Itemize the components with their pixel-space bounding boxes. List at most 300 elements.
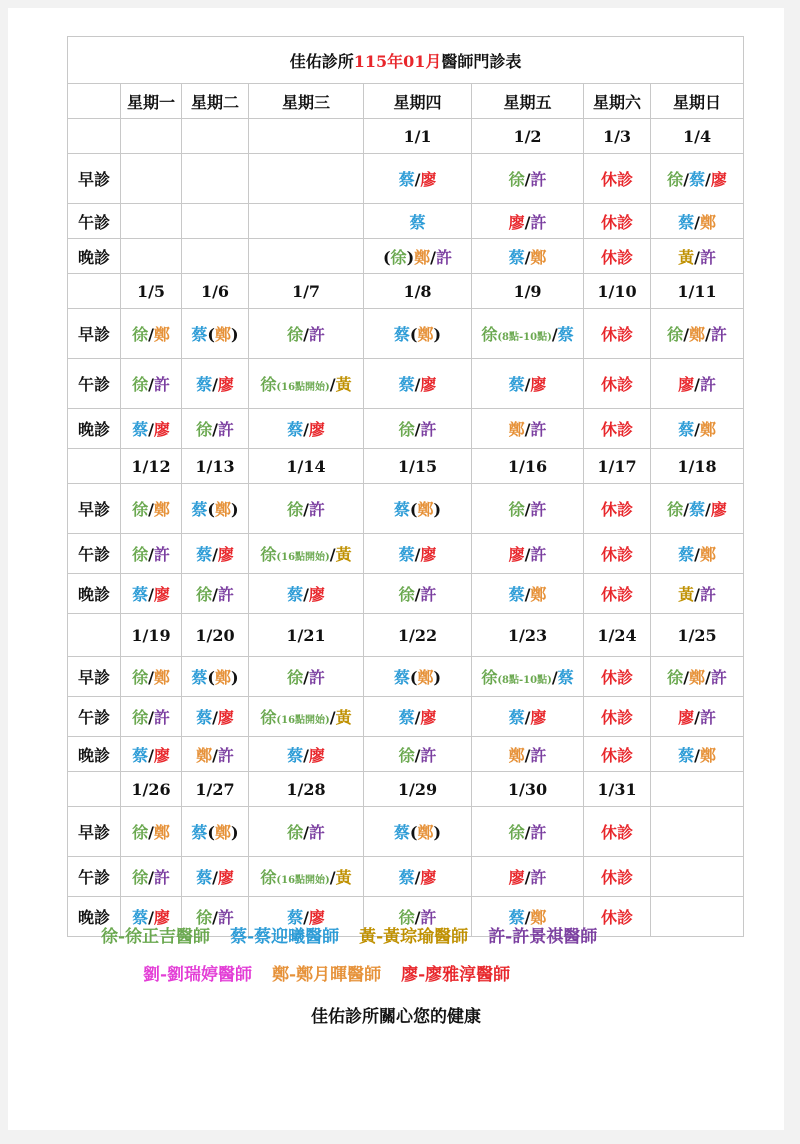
- session-label: 晚診: [68, 239, 121, 274]
- separator: /: [683, 170, 690, 189]
- doctor-name: 廖: [530, 708, 547, 727]
- doctor-name: 蔡: [689, 500, 706, 519]
- doctor-cell: [472, 484, 584, 534]
- doctor-cell: [364, 697, 472, 737]
- date-row-label-cell: [68, 614, 121, 657]
- doctor-name: 蔡: [287, 420, 304, 439]
- doctor-name: 許: [699, 375, 716, 394]
- doctor-name: 蔡: [393, 500, 410, 519]
- paren: (: [409, 500, 418, 519]
- doctor-cell: [182, 737, 249, 772]
- session-row-ev: [68, 409, 744, 449]
- doctor-name: 徐: [287, 500, 304, 519]
- doctor-cell: [364, 657, 472, 697]
- date-row-label-cell: [68, 119, 121, 154]
- doctor-name: 鄭: [699, 745, 716, 765]
- time-note: (16點開始): [276, 875, 330, 886]
- session-label: 晚診: [68, 409, 121, 449]
- doctor-name: 廖: [508, 868, 525, 887]
- legend-item: 徐-徐正吉醫師: [101, 927, 211, 947]
- doctor-name: 蔡: [508, 247, 525, 267]
- separator: /: [524, 170, 531, 189]
- doctor-name: 徐: [398, 585, 415, 604]
- session-row-pm: [68, 857, 744, 897]
- doctor-cell: [651, 657, 744, 697]
- separator: /: [148, 668, 154, 687]
- doctor-name: 徐: [196, 908, 213, 927]
- doctor-cell: [121, 309, 182, 359]
- doctor-cell: [651, 574, 744, 614]
- doctor-name: 黃: [335, 868, 352, 887]
- paren: (: [409, 823, 418, 842]
- session-label: 晚診: [68, 737, 121, 772]
- doctor-cell: [249, 807, 364, 857]
- weekday-header: 星期六: [584, 84, 651, 119]
- doctor-name: 蔡: [393, 668, 410, 687]
- weekday-header: 星期一: [121, 84, 182, 119]
- doctor-name: 蔡: [191, 500, 208, 519]
- doctor-cell: 休診: [584, 359, 651, 409]
- doctor-cell: [364, 309, 472, 359]
- date-cell: 1/17: [584, 449, 651, 484]
- date-cell: 1/8: [364, 274, 472, 309]
- session-label: 午診: [68, 204, 121, 239]
- date-cell: [249, 119, 364, 154]
- session-row-am: [68, 154, 744, 204]
- doctor-cell: [249, 239, 364, 274]
- separator: /: [524, 375, 531, 394]
- doctor-name: 蔡: [398, 170, 415, 189]
- doctor-name: 蔡: [557, 325, 574, 344]
- schedule-page: [8, 8, 784, 1130]
- doctor-name: 鄭: [153, 325, 170, 344]
- doctor-name: 許: [436, 247, 453, 267]
- doctor-name: 廖: [153, 908, 170, 927]
- separator: /: [683, 325, 690, 344]
- doctor-cell: [651, 359, 744, 409]
- doctor-name: 黃: [335, 375, 352, 394]
- separator: /: [524, 212, 531, 232]
- separator: /: [705, 500, 711, 519]
- doctor-name: 廖: [420, 708, 437, 727]
- legend-item: 許-許景祺醫師: [488, 927, 598, 947]
- doctor-cell: [249, 309, 364, 359]
- session-label: 早診: [68, 807, 121, 857]
- doctor-cell: [249, 154, 364, 204]
- doctor-cell: [121, 409, 182, 449]
- doctor-cell: [182, 657, 249, 697]
- doctor-name: 許: [530, 420, 547, 439]
- doctor-name: 蔡: [678, 212, 695, 232]
- paren: ): [231, 823, 239, 842]
- doctor-name: 許: [530, 170, 547, 189]
- doctor-name: 徐: [667, 500, 684, 519]
- doctor-name: 蔡: [287, 745, 304, 765]
- doctor-name: 廖: [308, 585, 325, 604]
- date-cell: 1/5: [121, 274, 182, 309]
- doctor-cell: [472, 239, 584, 274]
- doctor-cell: [364, 574, 472, 614]
- doctor-cell: [364, 409, 472, 449]
- separator: /: [148, 500, 154, 519]
- doctor-cell: [472, 309, 584, 359]
- separator: /: [414, 708, 421, 727]
- doctor-name: 鄭: [530, 908, 547, 927]
- doctor-name: 蔡: [393, 325, 410, 344]
- doctor-name: 許: [420, 420, 437, 439]
- doctor-name: 蔡: [398, 868, 415, 887]
- doctor-name: 徐: [481, 668, 498, 687]
- doctor-cell: [364, 737, 472, 772]
- doctor-name: 蔡: [398, 708, 415, 727]
- separator: /: [430, 247, 436, 267]
- separator: /: [212, 545, 218, 564]
- doctor-cell: [182, 359, 249, 409]
- doctor-cell: [121, 204, 182, 239]
- doctor-name: 許: [420, 908, 437, 927]
- doctor-name: 許: [217, 908, 234, 927]
- doctor-name: 鄭: [215, 500, 232, 519]
- doctor-cell: 休診: [584, 807, 651, 857]
- doctor-name: 許: [530, 823, 547, 842]
- doctor-cell: [651, 309, 744, 359]
- doctor-name: 黃: [335, 708, 352, 727]
- doctor-name: 鄭: [699, 212, 716, 232]
- session-label: 午診: [68, 359, 121, 409]
- separator: /: [705, 170, 711, 189]
- doctor-name: 蔡: [409, 212, 426, 232]
- doctor-cell: [182, 857, 249, 897]
- doctor-cell: [472, 807, 584, 857]
- doctor-cell: [249, 857, 364, 897]
- separator: /: [148, 545, 154, 564]
- doctor-cell: [472, 737, 584, 772]
- separator: /: [303, 668, 309, 687]
- paren: ): [231, 500, 239, 519]
- date-cell: 1/10: [584, 274, 651, 309]
- doctor-cell: 休診: [584, 697, 651, 737]
- doctor-name: 蔡: [557, 668, 574, 687]
- date-cell: 1/2: [472, 119, 584, 154]
- doctor-name: 徐: [287, 325, 304, 344]
- date-cell: 1/27: [182, 772, 249, 807]
- time-note: (8點-10點): [497, 675, 552, 686]
- doctor-name: 徐: [132, 868, 149, 887]
- date-cell: 1/6: [182, 274, 249, 309]
- doctor-cell: [364, 807, 472, 857]
- doctor-cell: [121, 574, 182, 614]
- separator: /: [303, 908, 309, 927]
- doctor-name: 許: [153, 868, 170, 887]
- doctor-name: 許: [217, 745, 234, 765]
- doctor-cell: 休診: [584, 657, 651, 697]
- paren: ): [433, 325, 442, 344]
- separator: /: [414, 375, 421, 394]
- doctor-name: 鄭: [196, 745, 213, 765]
- doctor-name: 蔡: [132, 420, 149, 439]
- doctor-name: 廖: [420, 170, 437, 189]
- doctor-cell: [651, 204, 744, 239]
- separator: /: [414, 585, 421, 604]
- doctor-cell: [472, 857, 584, 897]
- date-row: [68, 274, 744, 309]
- doctor-name: 許: [699, 708, 716, 727]
- doctor-name: 蔡: [678, 545, 695, 564]
- doctor-name: 蔡: [678, 420, 695, 439]
- date-cell: 1/24: [584, 614, 651, 657]
- doctor-cell: [121, 857, 182, 897]
- doctor-name: 鄭: [417, 500, 434, 519]
- separator: /: [303, 500, 309, 519]
- doctor-name: 許: [308, 325, 325, 344]
- doctor-name: 徐: [260, 868, 277, 887]
- date-cell: 1/23: [472, 614, 584, 657]
- date-cell: 1/25: [651, 614, 744, 657]
- paren: ): [433, 823, 442, 842]
- doctor-cell: [651, 239, 744, 274]
- doctor-name: 徐: [132, 708, 149, 727]
- date-cell: 1/26: [121, 772, 182, 807]
- doctor-cell: [121, 484, 182, 534]
- doctor-cell: [182, 807, 249, 857]
- doctor-name: 徐: [398, 908, 415, 927]
- date-cell: 1/22: [364, 614, 472, 657]
- doctor-cell: [249, 574, 364, 614]
- doctor-cell: 休診: [584, 534, 651, 574]
- separator: /: [524, 868, 531, 887]
- doctor-cell: [182, 154, 249, 204]
- doctor-name: 鄭: [153, 500, 170, 519]
- doctor-name: 徐: [260, 375, 277, 394]
- date-cell: 1/19: [121, 614, 182, 657]
- doctor-cell: 休診: [584, 737, 651, 772]
- separator: /: [414, 908, 421, 927]
- doctor-name: 廖: [153, 420, 170, 439]
- paren: ): [231, 325, 239, 344]
- date-cell: 1/9: [472, 274, 584, 309]
- legend-item: 廖-廖雅淳醫師: [401, 965, 511, 985]
- separator: /: [694, 420, 700, 439]
- legend-item: 黃-黃琮瑜醫師: [359, 927, 469, 947]
- session-row-am: [68, 807, 744, 857]
- separator: /: [414, 420, 421, 439]
- paren: (: [409, 325, 418, 344]
- separator: /: [705, 668, 711, 687]
- doctor-name: 許: [217, 420, 234, 439]
- paren: ): [433, 668, 442, 687]
- date-cell: 1/21: [249, 614, 364, 657]
- doctor-name: 徐: [196, 585, 213, 604]
- doctor-name: 蔡: [132, 908, 149, 927]
- doctor-name: 廖: [308, 908, 325, 927]
- doctor-name: 許: [530, 868, 547, 887]
- doctor-cell: 休診: [584, 897, 651, 937]
- doctor-name: 鄭: [699, 420, 716, 439]
- doctor-name: 徐: [132, 545, 149, 564]
- doctor-cell: [249, 534, 364, 574]
- doctor-name: 鄭: [153, 668, 170, 687]
- doctor-name: 徐: [132, 325, 149, 344]
- doctor-name: 廖: [508, 212, 525, 232]
- doctor-cell: [121, 737, 182, 772]
- doctor-name: 徐: [132, 823, 149, 842]
- separator: /: [694, 708, 700, 727]
- doctor-cell: [472, 204, 584, 239]
- doctor-cell: [182, 574, 249, 614]
- separator: /: [212, 868, 218, 887]
- doctor-cell: [249, 359, 364, 409]
- schedule-table: [67, 36, 744, 937]
- doctor-cell: [364, 239, 472, 274]
- doctor-name: 廖: [508, 545, 525, 564]
- weekday-header: 星期三: [249, 84, 364, 119]
- doctor-cell: [472, 697, 584, 737]
- date-cell: 1/1: [364, 119, 472, 154]
- doctor-legend-line-1: [8, 922, 784, 947]
- time-note: (16點開始): [276, 382, 330, 393]
- separator: /: [524, 908, 531, 927]
- separator: /: [212, 375, 218, 394]
- separator: /: [524, 500, 531, 519]
- doctor-name: 鄭: [530, 247, 547, 267]
- doctor-name: 蔡: [508, 908, 525, 927]
- doctor-name: 廖: [217, 375, 234, 394]
- doctor-name: 蔡: [196, 375, 213, 394]
- doctor-name: 許: [530, 500, 547, 519]
- separator: /: [212, 585, 218, 604]
- paren: (: [207, 500, 215, 519]
- doctor-name: 蔡: [508, 708, 525, 727]
- doctor-cell: [472, 534, 584, 574]
- doctor-name: 廖: [308, 420, 325, 439]
- doctor-name: 徐: [132, 375, 149, 394]
- doctor-cell: 休診: [584, 574, 651, 614]
- separator: /: [148, 745, 154, 765]
- date-cell: 1/15: [364, 449, 472, 484]
- separator: /: [329, 545, 336, 564]
- separator: /: [705, 325, 711, 344]
- doctor-cell: [182, 534, 249, 574]
- page-title: [68, 37, 744, 84]
- doctor-name: 蔡: [287, 908, 304, 927]
- doctor-cell: [182, 309, 249, 359]
- separator: /: [212, 908, 218, 927]
- separator: /: [148, 908, 154, 927]
- doctor-name: 蔡: [393, 823, 410, 842]
- separator: /: [524, 823, 531, 842]
- date-cell: 1/13: [182, 449, 249, 484]
- doctor-name: 廖: [308, 745, 325, 765]
- doctor-name: 許: [530, 212, 547, 232]
- doctor-name: 鄭: [699, 545, 716, 564]
- separator: /: [148, 420, 154, 439]
- date-cell: 1/14: [249, 449, 364, 484]
- session-label: 早診: [68, 484, 121, 534]
- session-row-ev: [68, 574, 744, 614]
- date-cell: 1/7: [249, 274, 364, 309]
- doctor-name: 蔡: [287, 585, 304, 604]
- doctor-cell: [364, 204, 472, 239]
- doctor-cell: [651, 697, 744, 737]
- doctor-cell: [121, 534, 182, 574]
- date-row: [68, 772, 744, 807]
- separator: /: [148, 823, 154, 842]
- doctor-name: 許: [308, 823, 325, 842]
- date-row: [68, 614, 744, 657]
- doctor-cell: [182, 204, 249, 239]
- doctor-cell: [651, 807, 744, 857]
- date-row: [68, 449, 744, 484]
- legend-item: 劉-劉瑞婷醫師: [143, 965, 253, 985]
- doctor-legend-line-2: [8, 960, 784, 985]
- doctor-name: 許: [308, 500, 325, 519]
- doctor-name: 徐: [508, 823, 525, 842]
- session-row-ev: [68, 737, 744, 772]
- doctor-cell: [364, 534, 472, 574]
- doctor-name: 蔡: [196, 545, 213, 564]
- doctor-name: 廖: [217, 545, 234, 564]
- doctor-name: 廖: [710, 170, 727, 189]
- title-prefix: 佳佑診所: [289, 51, 354, 71]
- doctor-name: 徐: [260, 708, 277, 727]
- separator: /: [694, 375, 700, 394]
- doctor-name: 許: [420, 745, 437, 765]
- separator: /: [683, 500, 690, 519]
- separator: /: [551, 325, 558, 344]
- doctor-name: 許: [699, 585, 716, 604]
- doctor-name: 鄭: [215, 823, 232, 842]
- legend-item: 蔡-蔡迎曦醫師: [230, 927, 340, 947]
- doctor-name: 徐: [196, 420, 213, 439]
- separator: /: [694, 247, 700, 267]
- date-row: [68, 119, 744, 154]
- separator: /: [524, 745, 531, 765]
- date-cell: 1/18: [651, 449, 744, 484]
- paren: (: [382, 247, 391, 267]
- doctor-cell: [182, 409, 249, 449]
- paren: ): [433, 500, 442, 519]
- doctor-name: 許: [153, 708, 170, 727]
- separator: /: [148, 585, 154, 604]
- doctor-name: 鄭: [215, 668, 232, 687]
- paren: (: [207, 823, 215, 842]
- separator: /: [524, 708, 531, 727]
- doctor-cell: [182, 484, 249, 534]
- weekday-header: 星期日: [651, 84, 744, 119]
- separator: /: [329, 375, 336, 394]
- date-cell: 1/30: [472, 772, 584, 807]
- session-row-am: [68, 484, 744, 534]
- session-row-pm: [68, 534, 744, 574]
- paren: (: [207, 668, 215, 687]
- separator: /: [524, 420, 531, 439]
- doctor-name: 鄭: [508, 745, 525, 765]
- date-cell: [651, 772, 744, 807]
- session-label: 早診: [68, 657, 121, 697]
- doctor-name: 徐: [398, 420, 415, 439]
- separator: /: [303, 585, 309, 604]
- weekday-header: 星期五: [472, 84, 584, 119]
- doctor-name: 廖: [153, 585, 170, 604]
- separator: /: [212, 420, 218, 439]
- session-label: 午診: [68, 857, 121, 897]
- doctor-name: 鄭: [417, 668, 434, 687]
- doctor-cell: [651, 534, 744, 574]
- doctor-cell: [249, 697, 364, 737]
- doctor-name: 鄭: [530, 585, 547, 604]
- doctor-name: 徐: [132, 500, 149, 519]
- doctor-name: 黃: [335, 545, 352, 564]
